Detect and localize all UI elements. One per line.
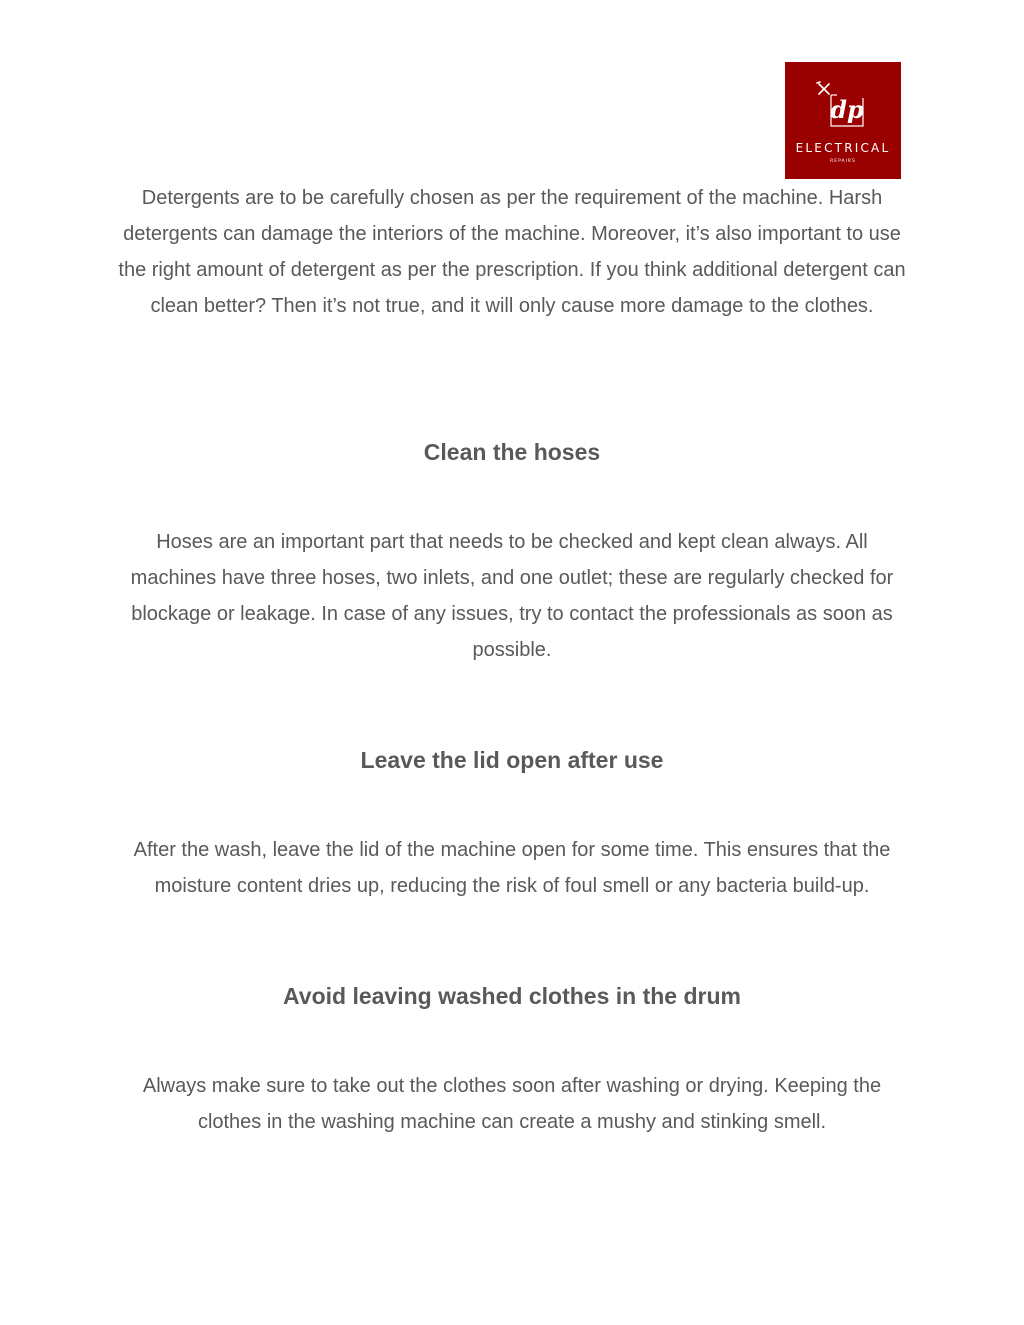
hoses-paragraph: Hoses are an important part that needs to be checked and kept clean always. All machines have three hoses, two inlets, and one outlet; these are regularly checked for blockage or leakage. In case of any issues, try to contact the professionals as soon as possible. [130, 531, 894, 661]
logo-word: ELECTRICAL [795, 141, 891, 155]
heading-avoid-leaving-clothes: Avoid leaving washed clothes in the drum [283, 983, 741, 1009]
logo-graphic [785, 62, 901, 179]
logo-monogram: dp [830, 95, 864, 124]
heading-clean-hoses: Clean the hoses [423, 439, 601, 465]
detergent-paragraph: Detergents are to be carefully chosen as per the requirement of the machine. Harsh detergents can damage the interiors of the machine. Moreover, it’s also important to use the right amount of detergent as per the prescription. If you think additional detergent can clean better? Then it’s not true, and it will only cause more damage to the clothes. [118, 187, 906, 317]
heading-leave-lid-open: Leave the lid open after use [360, 747, 664, 773]
logo-tagline: REPAIRS [830, 159, 856, 164]
lid-paragraph: After the wash, leave the lid of the machine open for some time. This ensures that the moisture content dries up, reducing the risk of foul smell or any bacteria build-up. [133, 839, 891, 897]
company-logo [785, 62, 901, 179]
clothes-paragraph: Always make sure to take out the clothes soon after washing or drying. Keeping the clothes in the washing machine can create a mushy and stinking smell. [142, 1075, 882, 1133]
